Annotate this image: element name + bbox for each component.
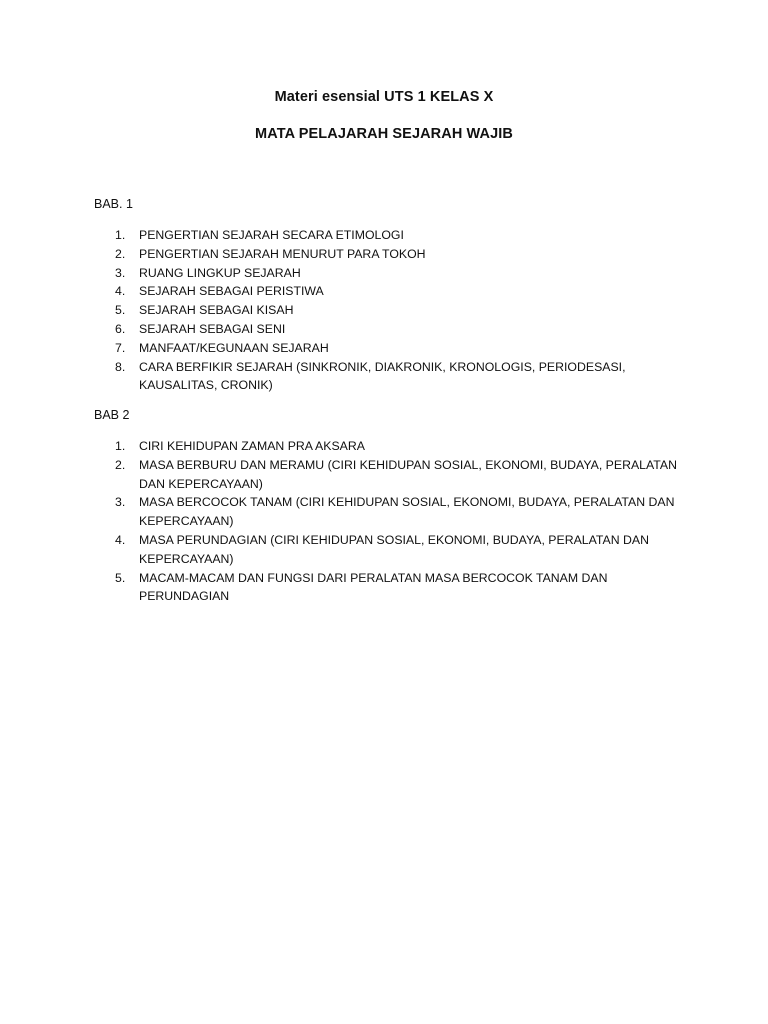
item-text: SEJARAH SEBAGAI PERISTIWA xyxy=(139,284,324,299)
item-text: MASA BERBURU DAN MERAMU (CIRI KEHIDUPAN SOSIAL, EKONOMI, BUDAYA, PERALATAN DAN KEPERCAYAAN) xyxy=(139,457,677,491)
list-item xyxy=(94,339,679,358)
item-list xyxy=(94,226,694,395)
section-label: BAB. 1 xyxy=(94,197,133,211)
list-item xyxy=(94,245,679,264)
document-title: Materi esensial UTS 1 KELAS X xyxy=(274,89,494,105)
list-item xyxy=(94,358,679,396)
item-number: 4. xyxy=(115,284,126,299)
item-number: 8. xyxy=(115,359,126,374)
item-text: MASA BERCOCOK TANAM (CIRI KEHIDUPAN SOSIAL, EKONOMI, BUDAYA, PERALATAN DAN KEPERCAYAAN) xyxy=(139,495,675,529)
list-item xyxy=(94,282,679,301)
item-number: 5. xyxy=(115,303,126,318)
list-item xyxy=(94,569,679,607)
item-number: 1. xyxy=(115,439,126,453)
item-text: SEJARAH SEBAGAI KISAH xyxy=(139,303,294,318)
item-text: PENGERTIAN SEJARAH SECARA ETIMOLOGI xyxy=(139,228,404,242)
item-text: CARA BERFIKIR SEJARAH (SINKRONIK, DIAKRONIK, KRONOLOGIS, PERIODESASI, KAUSALITAS, CRONIK) xyxy=(139,359,626,393)
section-label: BAB 2 xyxy=(94,408,130,422)
item-number: 1. xyxy=(115,228,126,242)
item-number: 5. xyxy=(115,570,126,585)
section-bab-1 xyxy=(94,195,694,395)
list-item xyxy=(94,264,679,283)
item-list xyxy=(94,437,694,606)
item-text: SEJARAH SEBAGAI SENI xyxy=(139,321,286,336)
item-text: CIRI KEHIDUPAN ZAMAN PRA AKSARA xyxy=(139,439,365,453)
item-text: MANFAAT/KEGUNAAN SEJARAH xyxy=(139,340,329,355)
list-item xyxy=(94,320,679,339)
item-number: 3. xyxy=(115,495,126,510)
list-item xyxy=(94,531,679,569)
document-subtitle: MATA PELAJARAH SEJARAH WAJIB xyxy=(255,126,513,142)
item-number: 7. xyxy=(115,340,126,355)
item-number: 6. xyxy=(115,321,126,336)
list-item xyxy=(94,456,679,494)
item-text: PENGERTIAN SEJARAH MENURUT PARA TOKOH xyxy=(139,246,426,261)
list-item xyxy=(94,301,679,320)
item-text: MASA PERUNDAGIAN (CIRI KEHIDUPAN SOSIAL, EKONOMI, BUDAYA, PERALATAN DAN KEPERCAYAAN) xyxy=(139,532,649,566)
section-bab-2 xyxy=(94,406,694,606)
item-number: 3. xyxy=(115,265,126,280)
item-number: 2. xyxy=(115,457,126,472)
list-item xyxy=(94,493,679,531)
list-item xyxy=(94,437,679,456)
item-text: RUANG LINGKUP SEJARAH xyxy=(139,265,301,280)
item-number: 2. xyxy=(115,246,126,261)
list-item xyxy=(94,226,679,245)
item-number: 4. xyxy=(115,532,126,547)
item-text: MACAM-MACAM DAN FUNGSI DARI PERALATAN MASA BERCOCOK TANAM DAN PERUNDAGIAN xyxy=(139,570,608,604)
